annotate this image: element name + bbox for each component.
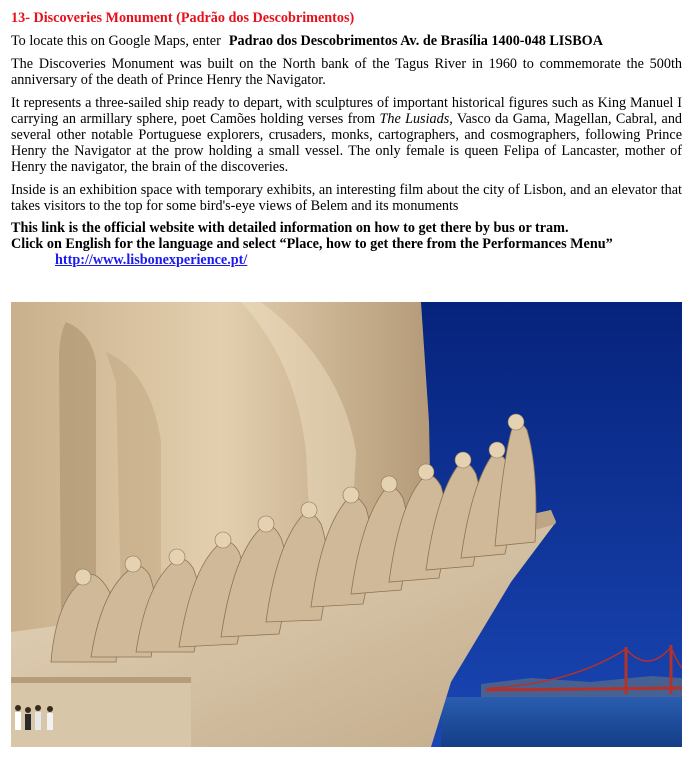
plinth-edge	[11, 677, 191, 683]
text-content	[11, 10, 682, 268]
locate-prefix: To locate this on Google Maps, enter	[11, 33, 221, 49]
represents-text-end: , Vasco da Gama, Magellan, Cabral, and several other notable Portuguese explorers, crusaders, monks, cartographers, and cosmographers, following Prince Henry the Navigator at the prow holding a small vessel. The only female is queen Felipa of Lancaster, mother of Henry the navigator, the brain of the discoveries.	[11, 111, 683, 175]
locate-paragraph	[11, 33, 682, 49]
built-paragraph: The Discoveries Monument was built on the North bank of the Tagus River in 1960 to commemorate the 500th anniversary of the death of Prince Henry the Navigator.	[11, 56, 682, 88]
monument-photo	[11, 302, 682, 747]
section-heading: 13- Discoveries Monument (Padrão dos Descobrimentos)	[11, 10, 355, 26]
represents-text-start: It represents a three-sailed ship ready to depart, with sculptures of important historical figures such as King Manuel I carrying an armillary sphere, poet Camões holding verses from	[11, 95, 682, 127]
maps-query: Padrao dos Descobrimentos Av. de Brasília 1400-048 LISBOA	[228, 33, 603, 49]
represents-paragraph	[11, 95, 682, 175]
official-website-link[interactable]: http://www.lisbonexperience.pt/	[55, 252, 248, 268]
official-site-line: This link is the official website with detailed information on how to get there by bus or tram.	[11, 220, 569, 236]
monument-photo-illustration	[11, 302, 682, 747]
inside-paragraph: Inside is an exhibition space with temporary exhibits, an interesting film about the city of Lisbon, and an elevator that takes visitors to the top for some bird's-eye views of Belem and its monuments	[11, 182, 682, 214]
sail-shadow	[59, 322, 96, 612]
instructions-line: Click on English for the language and select “Place, how to get there from the Performances Menu”	[11, 236, 613, 252]
tagus-river	[441, 697, 682, 747]
lusiads-title: The Lusiads	[379, 111, 450, 127]
link-line	[55, 252, 682, 268]
